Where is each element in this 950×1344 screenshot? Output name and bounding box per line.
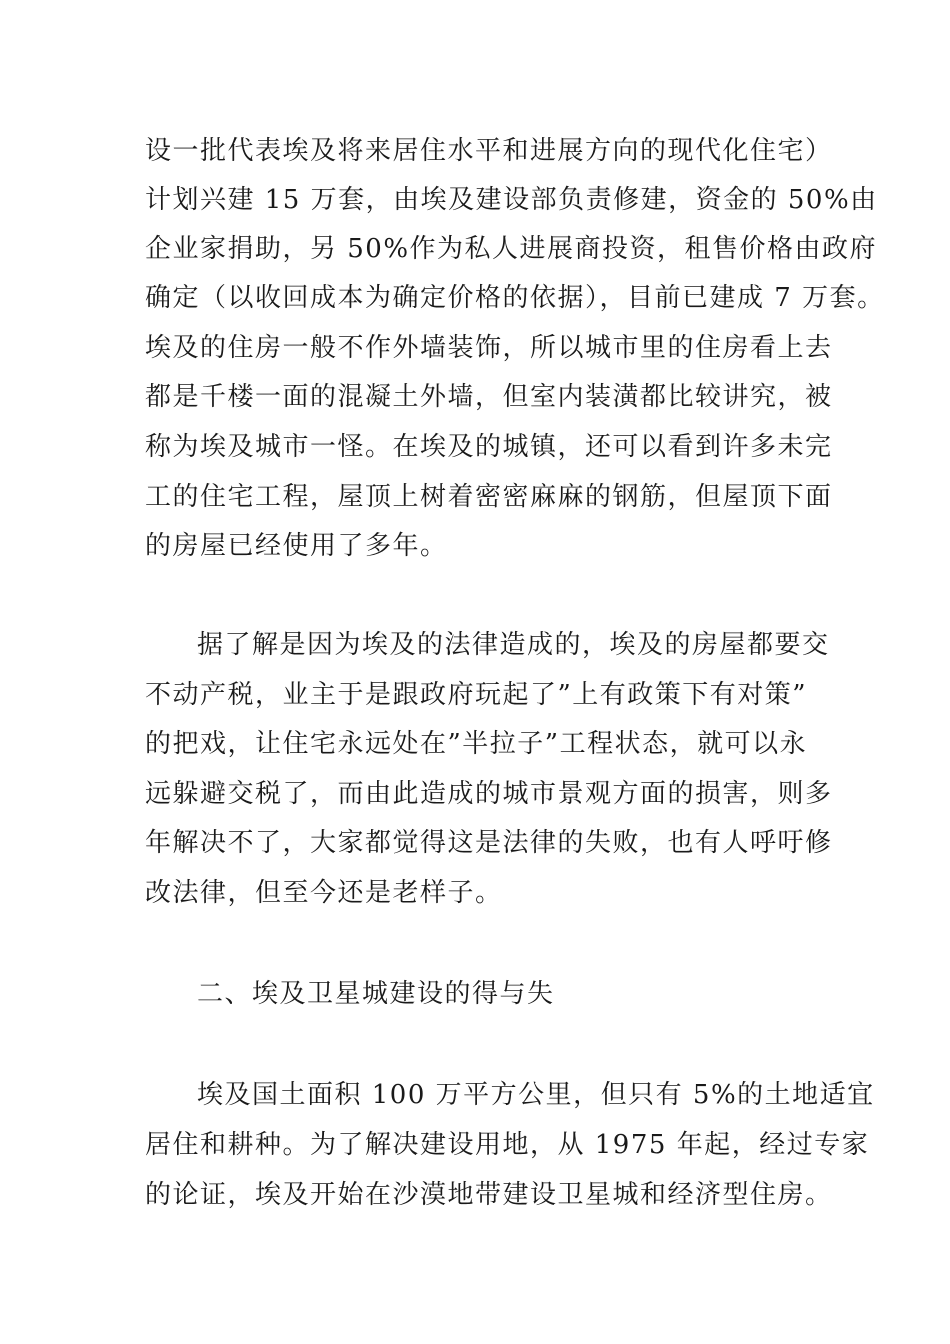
paragraph-1-line-4: 确定（以收回成本为确定价格的依据），目前已建成 7 万套。: [145, 283, 885, 313]
paragraph-1-line-8: 工的住宅工程，屋顶上树着密密麻麻的钢筋，但屋顶下面: [145, 482, 833, 512]
paragraph-2-line-5: 年解决不了，大家都觉得这是法律的失败，也有人呼吁修: [145, 828, 833, 858]
paragraph-1-line-9: 的房屋已经使用了多年。: [145, 531, 448, 561]
paragraph-2-line-2: 不动产税，业主于是跟政府玩起了”上有政策下有对策”: [145, 680, 808, 710]
paragraph-2-line-3: 的把戏，让住宅永远处在”半拉子”工程状态，就可以永: [145, 729, 808, 759]
paragraph-1-line-6: 都是千楼一面的混凝土外墙，但室内装潢都比较讲究，被: [145, 382, 833, 412]
paragraph-1-line-1: 设一批代表埃及将来居住水平和进展方向的现代化住宅）: [145, 136, 833, 166]
paragraph-2-line-1: 据了解是因为埃及的法律造成的，埃及的房屋都要交: [197, 630, 830, 660]
paragraph-2-line-6: 改法律，但至今还是老样子。: [145, 878, 503, 908]
paragraph-3-line-1: 埃及国土面积 100 万平方公里，但只有 5%的土地适宜: [197, 1080, 875, 1110]
paragraph-1-line-2: 计划兴建 15 万套，由埃及建设部负责修建，资金的 50%由: [145, 185, 878, 215]
paragraph-2-line-4: 远躲避交税了，而由此造成的城市景观方面的损害，则多: [145, 779, 833, 809]
paragraph-1-line-7: 称为埃及城市一怪。在埃及的城镇，还可以看到许多未完: [145, 432, 833, 462]
section-heading: 二、埃及卫星城建设的得与失: [197, 979, 555, 1009]
paragraph-1-line-3: 企业家捐助，另 50%作为私人进展商投资，租售价格由政府: [145, 234, 878, 264]
paragraph-3-line-2: 居住和耕种。为了解决建设用地，从 1975 年起，经过专家: [145, 1130, 870, 1160]
paragraph-3-line-3: 的论证，埃及开始在沙漠地带建设卫星城和经济型住房。: [145, 1180, 833, 1210]
paragraph-1-line-5: 埃及的住房一般不作外墙装饰，所以城市里的住房看上去: [145, 333, 833, 363]
